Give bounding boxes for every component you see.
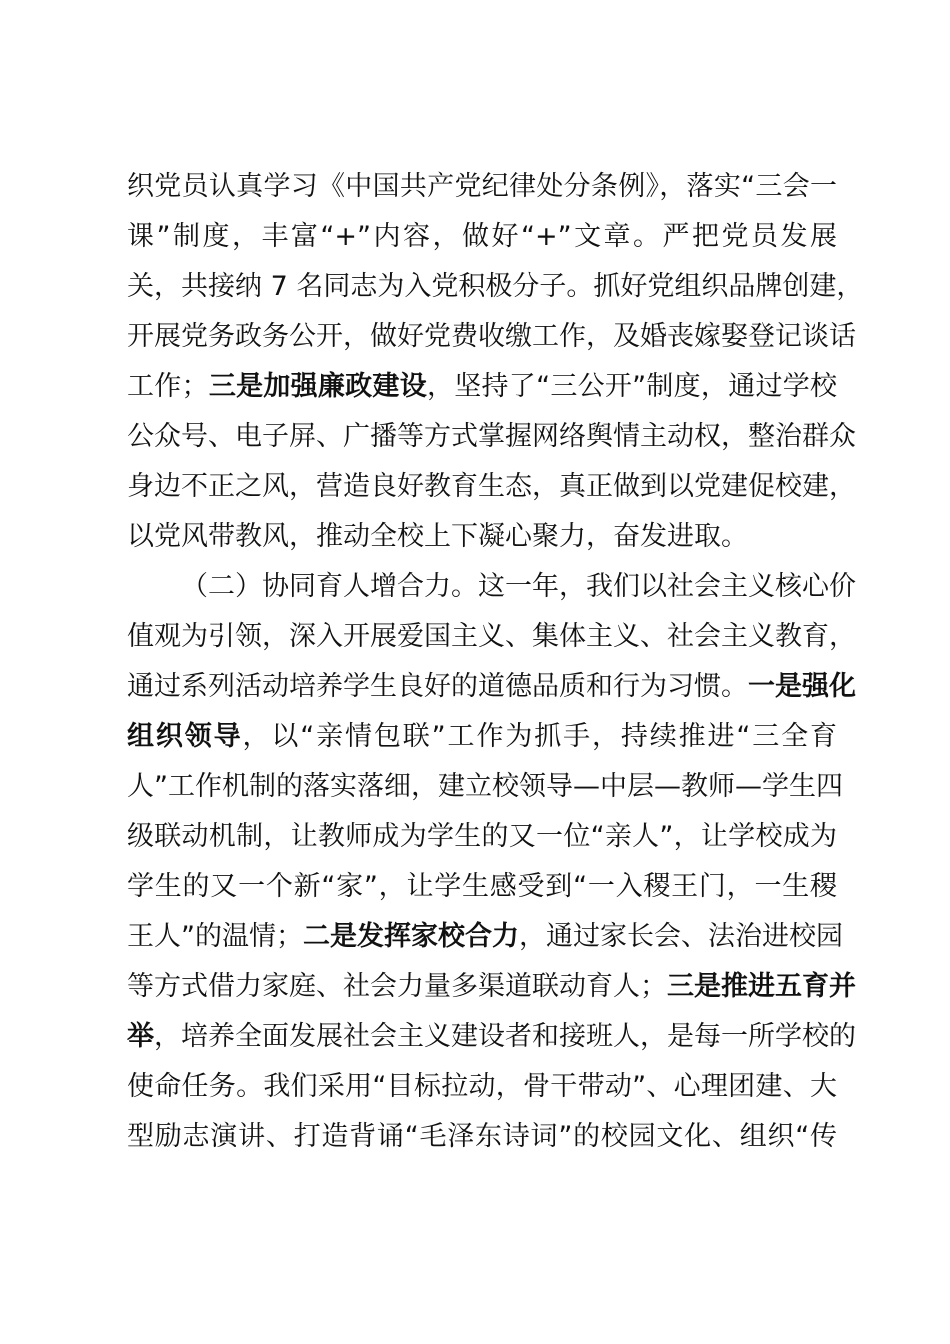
bold-phrase: 组织领导 [127, 721, 243, 752]
text-line [127, 162, 837, 212]
text-line [127, 662, 856, 712]
text-segment: 型励志演讲、打造背诵“毛泽东诗词”的校园文化、组织“传 [127, 1121, 837, 1152]
text-line [127, 912, 843, 962]
bold-phrase: 二是发挥家校合力 [303, 921, 519, 952]
text-segment: ，坚持了“三公开”制度，通过学校 [426, 371, 838, 402]
bold-phrase: 举 [127, 1021, 154, 1052]
text-line [127, 962, 856, 1012]
text-line [127, 762, 843, 812]
text-line [127, 212, 837, 262]
text-line [127, 1112, 837, 1162]
bold-phrase: 三是加强廉政建设 [208, 371, 427, 402]
bold-phrase: 三是推进五育并 [667, 971, 856, 1002]
text-segment: 以党风带教风，推动全校上下凝心聚力，奋发进取。 [127, 521, 748, 552]
text-line [127, 612, 856, 662]
text-segment: 学生的又一个新“家”，让学生感受到“一入稷王门，一生稷 [127, 871, 837, 902]
text-segment: ，通过家长会、法治进校园 [519, 921, 843, 952]
text-segment: 级联动机制，让教师成为学生的又一位“亲人”，让学校成为 [127, 821, 837, 852]
text-line [127, 412, 856, 462]
text-segment: ，培养全面发展社会主义建设者和接班人，是每一所学校的 [154, 1021, 856, 1052]
text-line [127, 512, 837, 562]
text-segment: 值观为引领，深入开展爱国主义、集体主义、社会主义教育， [127, 621, 856, 652]
text-line [127, 262, 864, 312]
text-segment: 公众号、电子屏、广播等方式掌握网络舆情主动权，整治群众 [127, 421, 856, 452]
text-segment: ，以“亲情包联”工作为抓手，持续推进“三全育 [242, 721, 837, 752]
text-line [127, 862, 837, 912]
text-line [127, 812, 837, 862]
text-segment: 人”工作机制的落实落细，建立校领导—中层—教师—学生四 [127, 771, 843, 802]
text-line [127, 462, 856, 512]
text-segment: （二）协同育人增合力。这一年，我们以社会主义核心价 [181, 571, 856, 602]
text-segment: 身边不正之风，营造良好教育生态，真正做到以党建促校建， [127, 471, 856, 502]
text-segment: 使命任务。我们采用“目标拉动，骨干带动”、心理团建、大 [127, 1071, 837, 1102]
text-segment: 开展党务政务公开，做好党费收缴工作，及婚丧嫁娶登记谈话 [127, 321, 856, 352]
text-line [127, 362, 837, 412]
text-line [127, 312, 856, 362]
text-segment: 工作； [127, 371, 209, 402]
text-segment: 关，共接纳 7 名同志为入党积极分子。抓好党组织品牌创建， [127, 271, 864, 302]
text-line [127, 712, 837, 762]
text-line [127, 1062, 837, 1112]
text-line [127, 1012, 856, 1062]
bold-phrase: 一是强化 [748, 671, 856, 702]
text-segment: 课”制度，丰富“+”内容，做好“+”文章。严把党员发展 [127, 221, 837, 252]
text-segment: 织党员认真学习《中国共产党纪律处分条例》，落实“三会一 [127, 171, 837, 202]
text-segment: 通过系列活动培养学生良好的道德品质和行为习惯。 [127, 671, 748, 702]
text-segment: 等方式借力家庭、社会力量多渠道联动育人； [127, 971, 667, 1002]
text-line [181, 562, 856, 612]
text-segment: 王人”的温情； [127, 921, 303, 952]
